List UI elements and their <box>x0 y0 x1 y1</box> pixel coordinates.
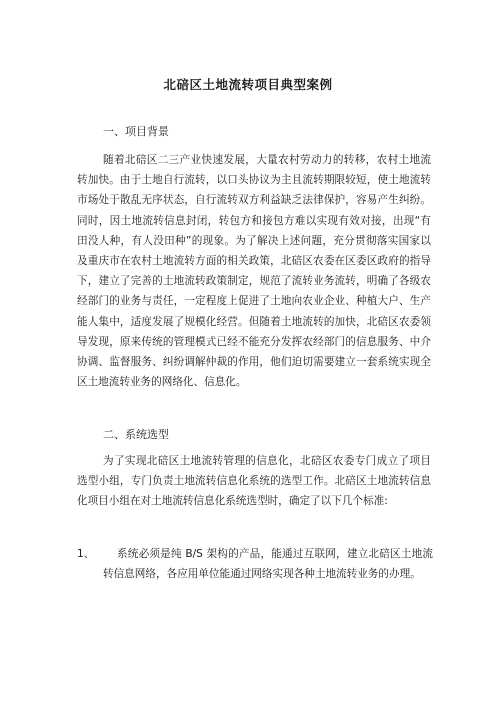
section-heading-selection: 二、系统选型 <box>103 428 169 441</box>
list-number: 1、 <box>77 548 95 560</box>
list-text: 系统必须是纯 B/S 架构的产品，能通过互联网，建立北碚区土地流转信息网络，各应用单位能通过网络实现各种土地流转业务的办理。 <box>103 548 433 581</box>
paragraph-selection: 为了实现北碚区土地流转管理的信息化，北碚区农委专门成立了项目选型小组，专门负责土地流转信息化系统的选型工作。北碚区土地流转信息化项目小组在对土地流转信息化系统选型时，确定了以下几个标准: <box>77 455 431 508</box>
list-item <box>77 544 433 614</box>
paragraph-background: 随着北碚区二三产业快速发展，大量农村劳动力的转移，农村土地流转加快。由于土地自行流转，以口头协议为主且流转期限较短，使土地流转市场处于散乱无序状态，自行流转双方利益缺乏法律保护，容易产生纠纷。同时，因土地流转信息封闭，转包方和接包方难以实现有效对接，出现“有田没人种，有人没田种”的现象。为了解决上述问题，充分贯彻落实国家以及重庆市在农村土地流转方面的相关政策，北碚区农委在区委区政府的指导下，建立了完善的土地流转政策制定，规范了流转业务流转，明确了各级农经部门的业务与责任，一定程度上促进了土地向农业企业、种植大户、生产能人集中，适度发展了规模化经营。但随着土地流转的加快，北碚区农委领导发现，原来传统的管理模式已经不能充分发挥农经部门的信息服务、中介协调、监督服务、纠纷调解仲裁的作用，他们迫切需要建立一套系统实现全区土地流转业务的网络化、信息化。 <box>77 154 431 389</box>
document-title: 北碚区土地流转项目典型案例 <box>163 77 333 92</box>
section-heading-background: 一、项目背景 <box>103 125 169 138</box>
